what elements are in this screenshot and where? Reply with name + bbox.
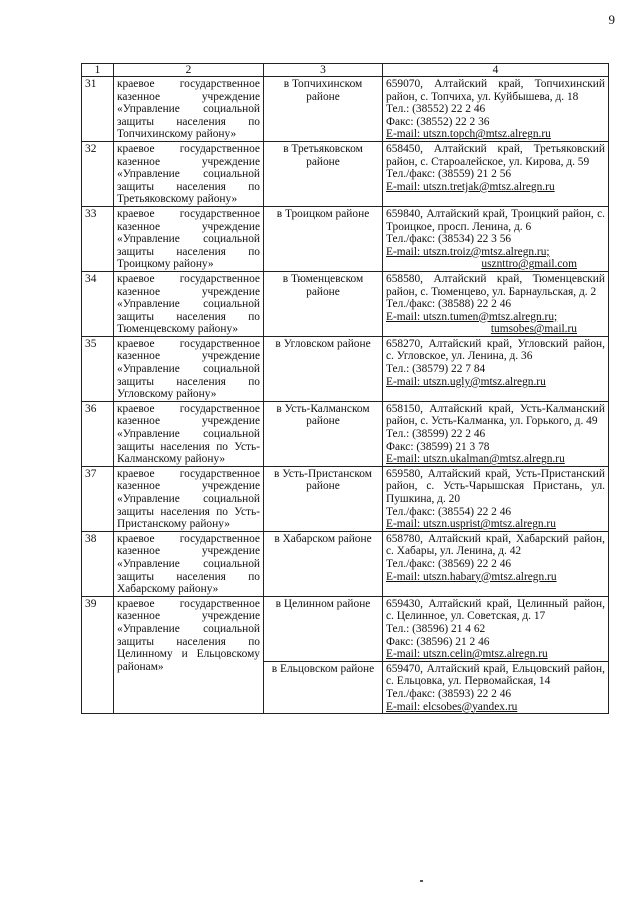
address: 658150, Алтайский край, Усть-Калманский район, с. Усть-Калманка, ул. Горького, д. 49 [386,402,605,428]
email-link[interactable]: E-mail: utszn.tretjak@mtsz.alregn.ru [386,180,555,193]
table-row [82,401,609,466]
column-header: 1 [82,64,114,77]
district-cell: в Третьяковском районе [264,141,383,206]
district-cell: в Усть-Калманском районе [264,401,383,466]
email-link[interactable]: E-mail: utszn.celin@mtsz.alregn.ru [386,648,548,661]
district-cell: в Хабарском районе [264,531,383,596]
institution-name: краевое государственное казенное учреждение «Управление социальной защиты населения по Топчихинскому району» [114,77,264,142]
contact-cell [383,141,609,206]
row-number: 36 [82,401,114,466]
phone: Тел./факс: (38569) 22 2 46 [386,557,512,570]
institution-name: краевое государственное казенное учреждение «Управление социальной защиты населения по Целинному и Ельцовскому районам» [114,596,264,713]
row-number: 39 [82,596,114,713]
email-link-secondary[interactable]: usznttro@gmail.com [481,258,577,271]
district-cell: в Троицком районе [264,206,383,271]
contact-cell [383,531,609,596]
email-link[interactable]: E-mail: elcsobes@yandex.ru [386,700,518,713]
email-link[interactable]: E-mail: utszn.ugly@mtsz.alregn.ru [386,375,546,388]
row-number: 38 [82,531,114,596]
contact-cell [383,206,609,271]
table-row [82,466,609,531]
row-number: 35 [82,336,114,401]
email-link[interactable]: E-mail: utszn.troiz@mtsz.alregn.ru; [386,245,550,258]
fax: Факс: (38596) 21 2 46 [386,635,490,648]
fax: Факс: (38552) 22 2 36 [386,115,490,128]
institution-name: краевое государственное казенное учреждение «Управление социальной защиты населения по Угловскому району» [114,336,264,401]
address: 659470, Алтайский край, Ельцовский район, с. Ельцовка, ул. Первомайская, 14 [386,662,605,688]
email-link[interactable]: E-mail: utszn.habary@mtsz.alregn.ru [386,570,557,583]
address: 659430, Алтайский край, Целинный район, с. Целинное, ул. Советская, д. 17 [386,597,605,623]
contact-cell [383,271,609,336]
district-cell: в Целинном районе [264,596,383,661]
district-cell: в Топчихинском районе [264,77,383,142]
phone: Тел./факс: (38559) 21 2 56 [386,168,512,181]
phone: Тел./факс: (38593) 22 2 46 [386,687,512,700]
phone: Тел./факс: (38588) 22 2 46 [386,298,512,311]
phone: Тел.: (38599) 22 2 46 [386,428,486,441]
contact-cell [383,77,609,142]
email-link-secondary[interactable]: tumsobes@mail.ru [490,323,577,336]
row-number: 33 [82,206,114,271]
email-link[interactable]: E-mail: utszn.ukalman@mtsz.alregn.ru [386,453,565,466]
district-cell: в Ельцовском районе [264,661,383,713]
institution-name: краевое государственное казенное учреждение «Управление социальной защиты населения по Усть-Пристанскому району» [114,466,264,531]
address: 659580, Алтайский край, Усть-Пристанский район, с. Усть-Чарышская Пристань, ул. Пушкина, д. 20 [386,467,605,505]
email-link[interactable]: E-mail: utszn.usprist@mtsz.alregn.ru [386,518,556,531]
column-header: 3 [264,64,383,77]
table-row [82,336,609,401]
institution-name: краевое государственное казенное учреждение «Управление социальной защиты населения по Усть-Калманскому району» [114,401,264,466]
row-number: 32 [82,141,114,206]
institution-name: краевое государственное казенное учреждение «Управление социальной защиты населения по Третьяковскому району» [114,141,264,206]
table-header-row [82,64,609,77]
fax: Факс: (38599) 21 3 78 [386,440,490,453]
table-row [82,271,609,336]
column-header: 2 [114,64,264,77]
address: 659840, Алтайский край, Троицкий район, с. Троицкое, просп. Ленина, д. 6 [386,207,605,233]
row-number: 31 [82,77,114,142]
district-cell: в Тюменцевском районе [264,271,383,336]
institution-name: краевое государственное казенное учреждение «Управление социальной защиты населения по Хабарскому району» [114,531,264,596]
phone: Тел.: (38552) 22 2 46 [386,103,486,116]
phone: Тел./факс: (38534) 22 3 56 [386,233,512,246]
email-link[interactable]: E-mail: utszn.topch@mtsz.alregn.ru [386,128,551,141]
page-number: 9 [608,12,615,27]
phone: Тел./факс: (38554) 22 2 46 [386,505,512,518]
email-link[interactable]: E-mail: utszn.tumen@mtsz.alregn.ru; [386,310,558,323]
table-body [82,77,609,714]
address: 658450, Алтайский край, Третьяковский район, с. Староалейское, ул. Кирова, д. 59 [386,142,605,168]
address: 658780, Алтайский край, Хабарский район, с. Хабары, ул. Ленина, д. 42 [386,532,605,558]
district-cell: в Усть-Пристанском районе [264,466,383,531]
scan-speck [420,880,423,882]
phone: Тел.: (38579) 22 7 84 [386,363,486,376]
institution-name: краевое государственное казенное учреждение «Управление социальной защиты населения по Тюменцевскому району» [114,271,264,336]
table-row [82,596,609,661]
address: 658270, Алтайский край, Угловский район, с. Угловское, ул. Ленина, д. 36 [386,337,605,363]
column-header: 4 [383,64,609,77]
row-number: 34 [82,271,114,336]
district-cell: в Угловском районе [264,336,383,401]
contact-cell [383,661,609,713]
contact-cell [383,401,609,466]
contact-cell [383,336,609,401]
contact-cell [383,596,609,661]
address: 659070, Алтайский край, Топчихинский район, с. Топчиха, ул. Куйбышева, д. 18 [386,78,605,103]
address: 658580, Алтайский край, Тюменцевский район, с. Тюменцево, ул. Барнаульская, д. 2 [386,272,605,298]
table-row [82,77,609,142]
institution-name: краевое государственное казенное учреждение «Управление социальной защиты населения по Троицкому району» [114,206,264,271]
row-number: 37 [82,466,114,531]
table-row [82,531,609,596]
table-row [82,141,609,206]
table-row [82,206,609,271]
contact-cell [383,466,609,531]
phone: Тел.: (38596) 21 4 62 [386,622,486,635]
institutions-table [81,63,609,714]
